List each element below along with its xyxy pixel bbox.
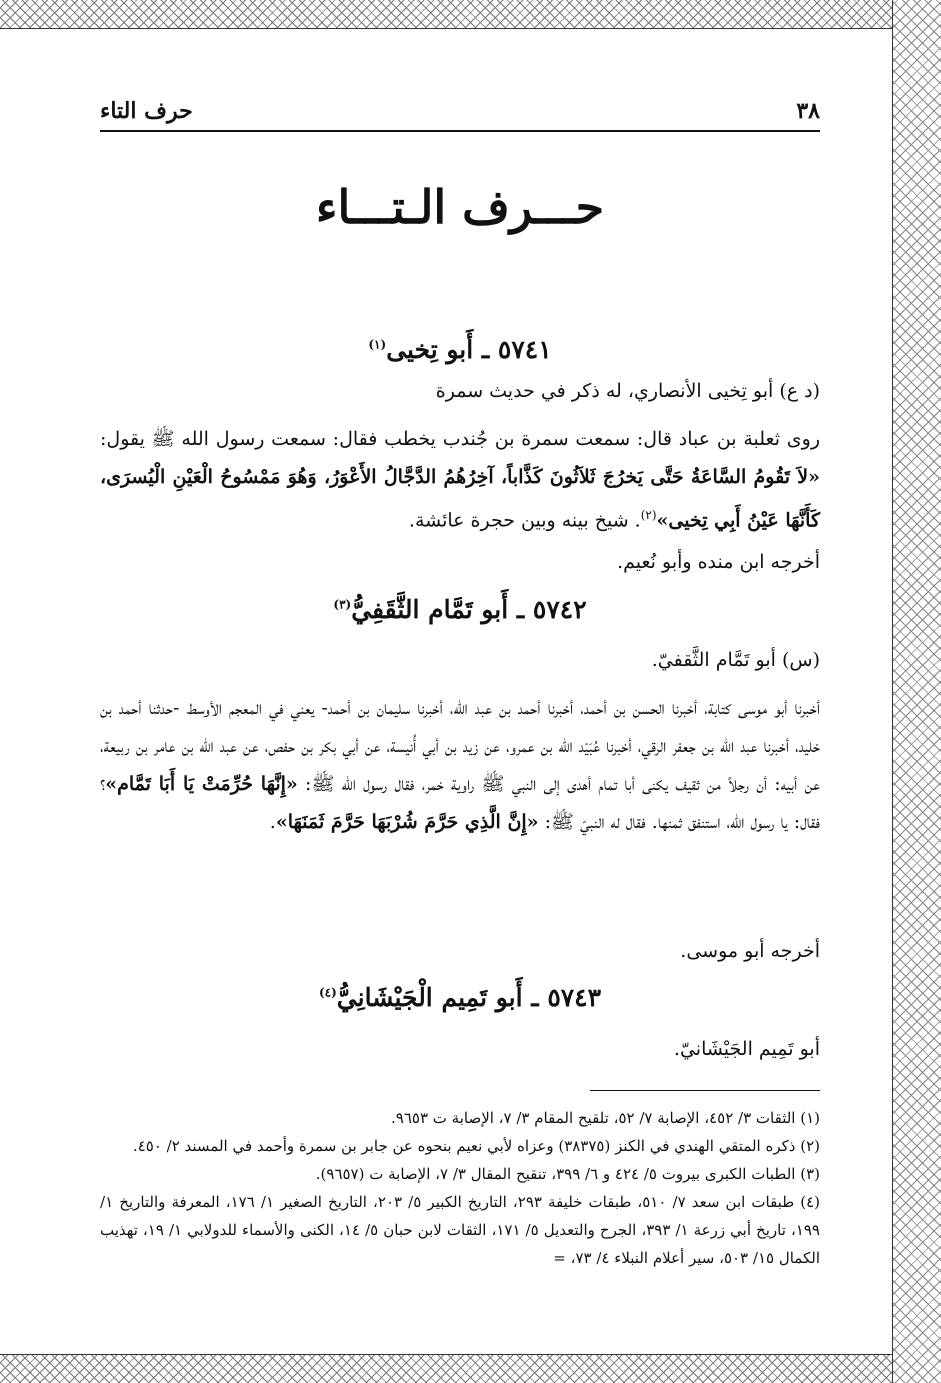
footnote-ref: (٣)	[333, 597, 352, 612]
entry-title: ٥٧٤٢ ـ أَبو تَمَّام الثَّقَفِيُّ	[351, 595, 587, 624]
entry-body	[100, 689, 820, 841]
hadith-quote: «إِنَّ الَّذِي حَرَّمَ شُرْبَهَا حَرَّمَ ثَمَنَهَا»	[275, 811, 539, 833]
footnote-ref: (١)	[368, 337, 387, 352]
header-rule	[100, 130, 820, 132]
footnote: (٤) طبقات ابن سعد ٧/ ٥١٠، طبقات خليفة ٢٩٣، التاريخ الكبير ٥/ ٢٠٣، التاريخ الصغير ١/ ١٧٦، المعرفة والتاريخ ١/ ١٩٩، تاريخ أبي زرعة ١/ ٣٩٣، الجرح والتعديل ٥/ ١٧١، الثقات لابن حبان ٥/ ١٤، الكنى والأسماء للدولابي ١/ ١٩، تهذيب الكمال ١٥/ ٥٠٣، سير أعلام النبلاء ٤/ ٧٣، =	[100, 1193, 821, 1267]
entry-heading-5741	[100, 335, 820, 364]
entry-heading-5743	[100, 983, 820, 1012]
decorative-border-right	[893, 0, 941, 1383]
body-text: .	[269, 811, 276, 833]
page-number: ٣٨	[796, 98, 820, 124]
chapter-title: حـــرف الـتـــاء	[315, 180, 605, 234]
footnotes	[100, 1104, 820, 1272]
entry-subtitle: (د ع) أبو تِخيى الأنصاري، له ذكر في حديث سمرة	[435, 380, 820, 402]
entry-title: ٥٧٤١ ـ أَبو تِخيى	[386, 335, 552, 364]
frame-line-top	[0, 28, 893, 29]
frame-line-right	[892, 0, 893, 1383]
hadith-quote: «لاَ تَقُومُ السَّاعَةُ حَتَّى يَخرُجَ ثَلاَثُونَ كَذَّاباً، آخِرُهُمُ الدَّجَّالُ الأَعْوَرُ، وَهُوَ مَمْسُوحُ الْعَيْنِ الْيُسرَى، كَأَنَّهَا عَيْنُ أَبِي تِخيى»	[100, 466, 821, 532]
entry-subtitle: أبو تَمِيم الجَيْشَانيّ.	[673, 1038, 820, 1060]
page-header	[100, 98, 820, 128]
entry-subtitle: (س) أبو تَمَّام الثَّقفيّ.	[651, 649, 820, 671]
body-text: أخبرنا أبو موسى كتابة، أخبرنا الحسن بن أحمد، أخبرنا أحمد بن عبد الله، أخبرنا سليمان بن أحمد- يعني في المعجم الأوسط -حدثنا أحمد بن خليد، أخبرنا عبد الله بن جعفر الرقي، أخبرنا عُبَيْد الله بن عمرو، عن زيد بن أبي أُنيسة، عن أبي بكر بن حفص، عن عبد الله بن عامر بن ربيعة، عن أبيه: أن رجلاً من ثقيف يكنى أبا تمام أهدى إلى النبي ﷺ راوية خمر، فقال رسول الله ﷺ:	[100, 697, 820, 795]
entry-heading-5742	[100, 595, 820, 624]
body-text: . شيخ بينه وبين حجرة عائشة.	[408, 509, 641, 532]
entry-title: ٥٧٤٣ ـ أَبو تَمِيم الْجَيْشَانِيُّ	[336, 983, 602, 1012]
entry-source: أخرجه ابن منده وأبو نُعيم.	[617, 551, 820, 573]
footnote-ref: (٤)	[318, 985, 337, 1000]
frame-line-bottom	[0, 1354, 893, 1355]
decorative-border-bottom	[0, 1355, 941, 1383]
footnote: (٣) الطبات الكبرى بيروت ٥/ ٤٢٤ و ٦/ ٣٩٩، تنقيح المقال ٣/ ٧، الإصابة ت (٩٦٥٧).	[315, 1165, 820, 1183]
footnote: (١) الثقات ٣/ ٤٥٢، الإصابة ٧/ ٥٢، تلقيح المقام ٣/ ٧، الإصابة ت ٩٦٥٣.	[391, 1109, 820, 1127]
footnote-ref: (٢)	[640, 508, 657, 522]
entry-body	[100, 420, 820, 539]
running-title: حرف التاء	[100, 98, 193, 124]
entry-source: أخرجه أبو موسى.	[680, 940, 820, 962]
body-text: ؟ فقال: يا رسول الله، استنفق ثمنها. فقال له النبيّ ﷺ:	[100, 773, 820, 833]
body-text: روى ثعلبة بن عباد قال: سمعت سمرة بن جُندب يخطب فقال: سمعت رسول الله ﷺ يقول:	[100, 428, 820, 450]
decorative-border-top	[0, 0, 941, 28]
hadith-quote: «إِنَّهَا حُرِّمَتْ يَا أَبَا تَمَّام»	[105, 773, 298, 795]
footnote: (٢) ذكره المتقي الهندي في الكنز (٣٨٣٧٥) وعزاه لأبي نعيم بنحوه عن جابر بن سمرة وأحمد في المسند ٢/ ٤٥٠.	[132, 1137, 820, 1155]
footnote-rule	[590, 1090, 820, 1091]
